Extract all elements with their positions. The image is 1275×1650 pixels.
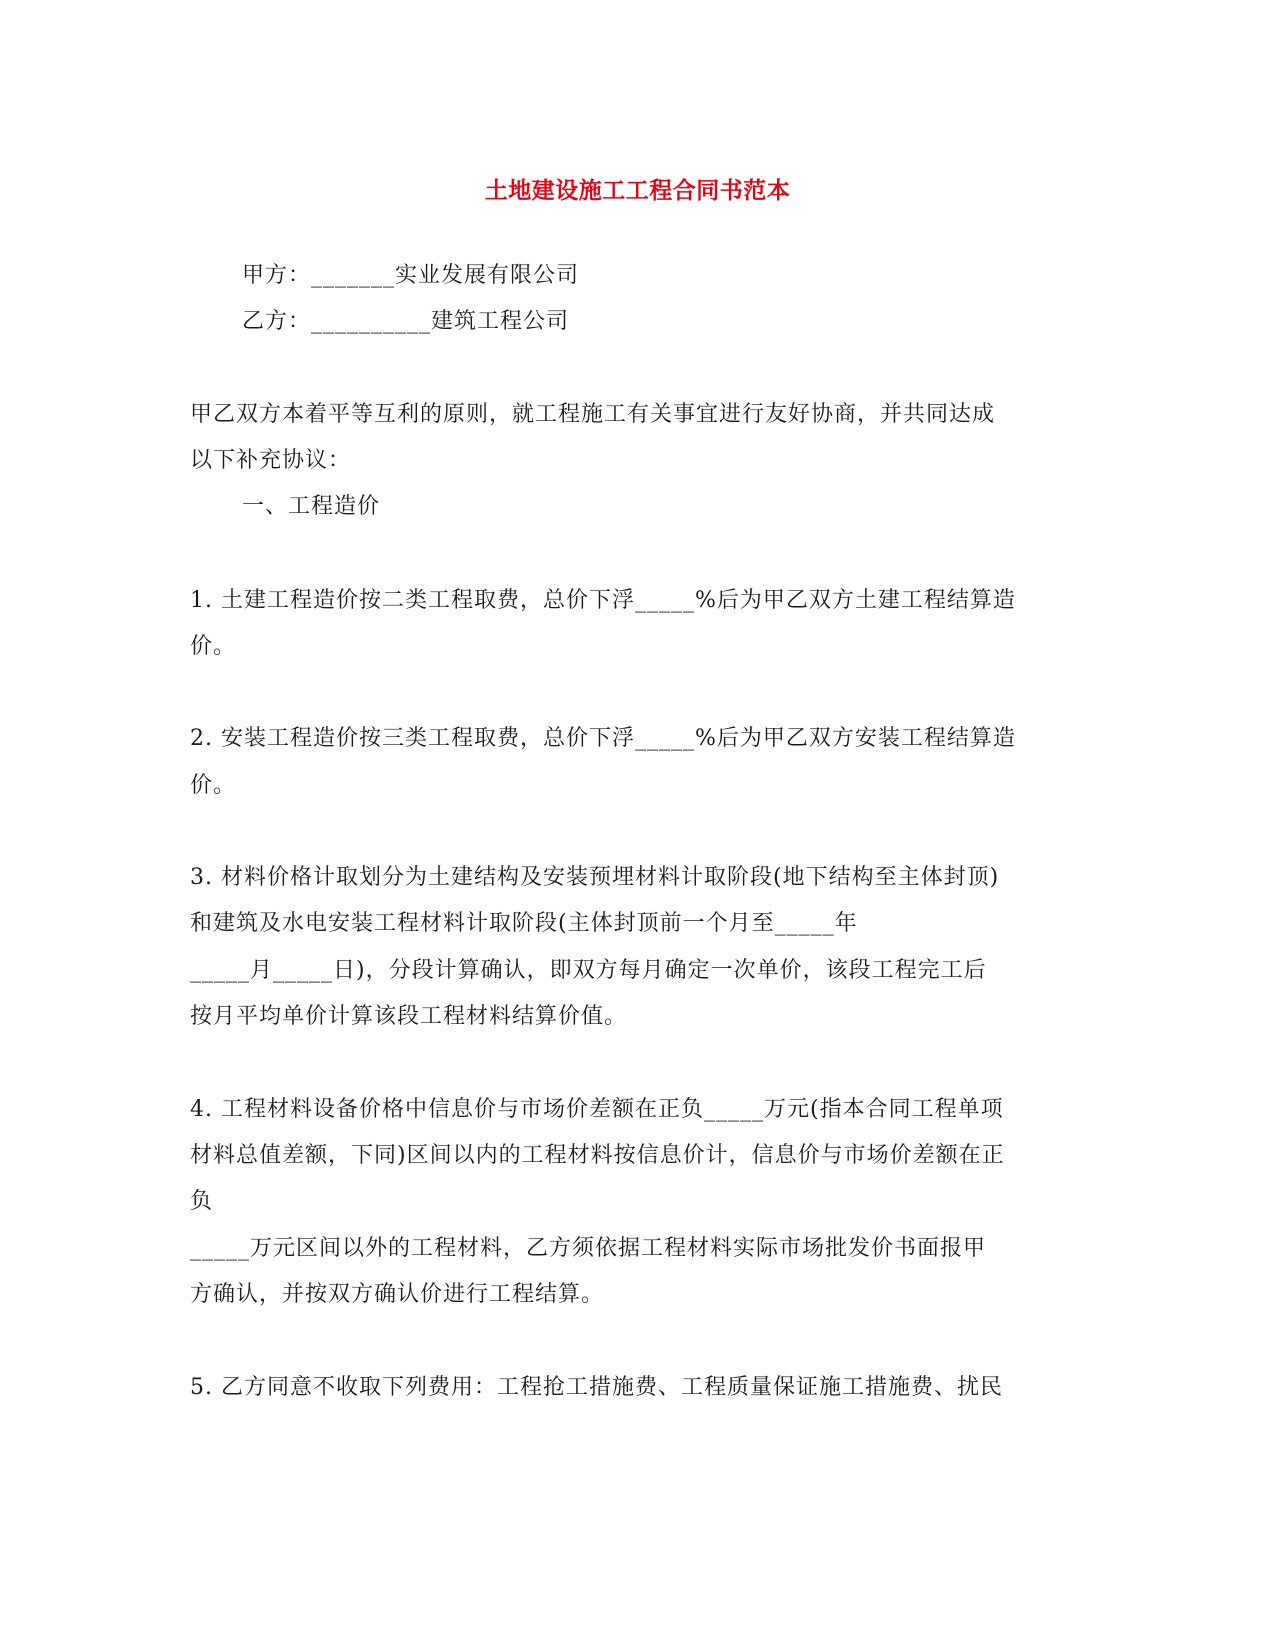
clause-3-line-2: 和建筑及水电安装工程材料计取阶段(主体封顶前一个月至_____年 [190, 911, 858, 936]
party-a-line: 甲方：_______实业发展有限公司 [242, 263, 580, 288]
clause-2-line-1: 2. 安装工程造价按三类工程取费，总价下浮_____%后为甲乙双方安装工程结算造 [190, 726, 1016, 751]
clause-4-line-3: 负 [190, 1189, 214, 1214]
document-title: 土地建设施工工程合同书范本 [484, 177, 791, 204]
party-b-line: 乙方：__________建筑工程公司 [242, 309, 570, 334]
clause-5-line-1: 5. 乙方同意不收取下列费用：工程抢工措施费、工程质量保证施工措施费、扰民 [190, 1375, 1003, 1400]
clause-2-line-2: 价。 [190, 773, 237, 798]
clause-3-line-1: 3. 材料价格计取划分为土建结构及安装预埋材料计取阶段(地下结构至主体封顶) [190, 865, 1000, 890]
clause-4-line-1: 4. 工程材料设备价格中信息价与市场价差额在正负_____万元(指本合同工程单项 [190, 1097, 1004, 1122]
clause-3-line-4: 按月平均单价计算该段工程材料结算价值。 [190, 1004, 628, 1029]
clause-4-line-5: 方确认，并按双方确认价进行工程结算。 [190, 1282, 605, 1307]
clause-1-line-1: 1. 土建工程造价按二类工程取费，总价下浮_____%后为甲乙双方土建工程结算造 [190, 588, 1016, 613]
intro-line-1: 甲乙双方本着平等互利的原则，就工程施工有关事宜进行友好协商，并共同达成 [190, 402, 996, 427]
clause-4-line-2: 材料总值差额，下同)区间以内的工程材料按信息价计，信息价与市场价差额在正 [190, 1143, 1005, 1168]
clause-1-line-2: 价。 [190, 634, 237, 659]
clause-3-line-3: _____月_____日)，分段计算确认，即双方每月确定一次单价，该段工程完工后 [190, 958, 987, 983]
section-1-heading: 一、工程造价 [242, 494, 381, 519]
clause-4-line-4: _____万元区间以外的工程材料，乙方须依据工程材料实际市场批发价书面报甲 [190, 1236, 987, 1261]
intro-line-2: 以下补充协议： [190, 448, 352, 473]
